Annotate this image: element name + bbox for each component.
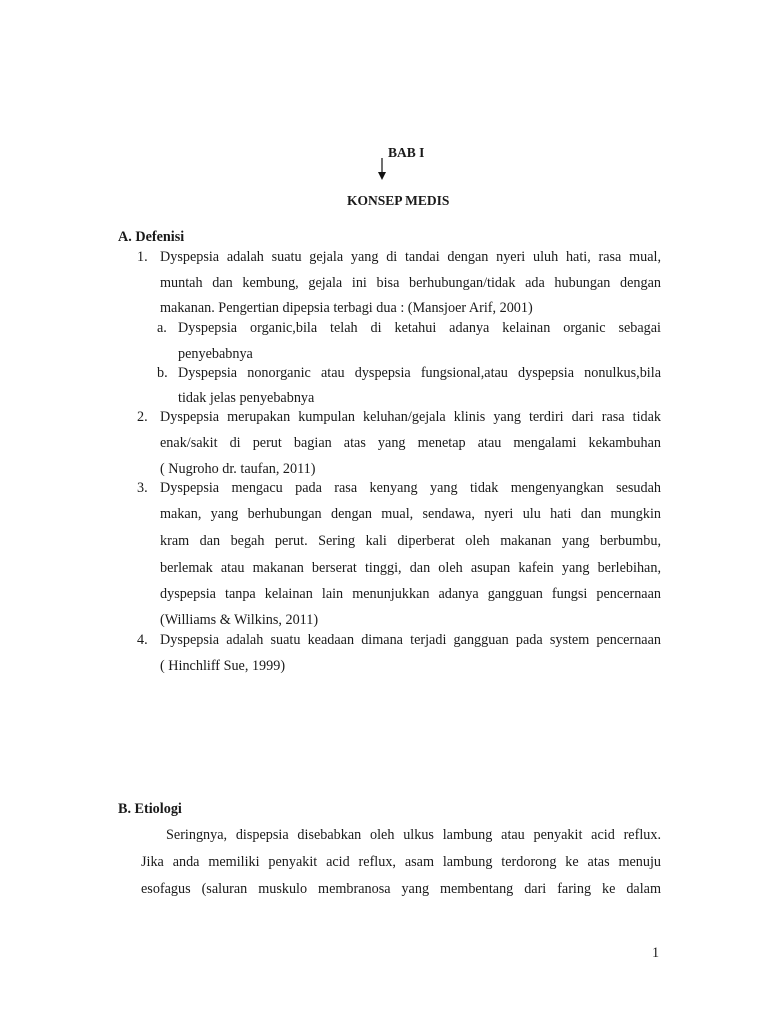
- paragraph-line: Dyspepsia adalah suatu keadaan dimana terjadi gangguan pada system pencernaan: [160, 632, 661, 648]
- paragraph-line: (Williams & Wilkins, 2011): [160, 612, 319, 628]
- list-item-number: 4.: [137, 632, 148, 648]
- list-item-number: 2.: [137, 409, 148, 425]
- paragraph-line: esofagus (saluran muskulo membranosa yang membentang dari faring ke dalam: [141, 881, 661, 897]
- paragraph-line: makanan. Pengertian dipepsia terbagi dua : (Mansjoer Arif, 2001): [160, 300, 533, 316]
- section-a-title: A. Defenisi: [118, 229, 185, 245]
- list-item-number: 3.: [137, 480, 148, 496]
- list-item-number: 1.: [137, 249, 148, 265]
- paragraph-line: ( Hinchliff Sue, 1999): [160, 658, 286, 674]
- paragraph-line: Jika anda memiliki penyakit acid reflux, asam lambung terdorong ke atas menuju: [141, 854, 661, 870]
- page-number: 1: [652, 945, 660, 961]
- paragraph-line: Dyspepsia mengacu pada rasa kenyang yang tidak mengenyangkan sesudah: [160, 480, 661, 496]
- sublist-item-letter: a.: [157, 320, 167, 336]
- paragraph-line: kram dan begah perut. Sering kali diperberat oleh makanan yang berbumbu,: [160, 533, 661, 549]
- paragraph-line: enak/sakit di perut bagian atas yang menetap atau mengalami kekambuhan: [160, 435, 661, 451]
- section-b-title: B. Etiologi: [118, 801, 182, 817]
- chapter-title: BAB I: [388, 145, 425, 160]
- paragraph-line: makan, yang berhubungan dengan mual, sendawa, nyeri ulu hati dan mungkin: [160, 506, 661, 522]
- paragraph-line: Dyspepsia organic,bila telah di ketahui adanya kelainan organic sebagai: [178, 320, 661, 336]
- paragraph-line: Dyspepsia adalah suatu gejala yang di tandai dengan nyeri uluh hati, rasa mual,: [160, 249, 661, 265]
- paragraph-line: berlemak atau makanan berserat tinggi, dan oleh asupan kafein yang berlebihan,: [160, 560, 661, 576]
- paragraph-line: penyebabnya: [178, 346, 253, 362]
- paragraph-line: Dyspepsia nonorganic atau dyspepsia fungsional,atau dyspepsia nonulkus,bila: [178, 365, 661, 381]
- paragraph-line: ( Nugroho dr. taufan, 2011): [160, 461, 316, 477]
- paragraph-line: muntah dan kembung, gejala ini bisa berhubungan/tidak ada hubungan dengan: [160, 275, 661, 291]
- paragraph-line: Seringnya, dispepsia disebabkan oleh ulkus lambung atau penyakit acid reflux.: [166, 827, 661, 843]
- paragraph-line: dyspepsia tanpa kelainan lain menunjukkan adanya gangguan fungsi pencernaan: [160, 586, 661, 602]
- paragraph-line: tidak jelas penyebabnya: [178, 390, 315, 406]
- paragraph-line: Dyspepsia merupakan kumpulan keluhan/gejala klinis yang terdiri dari rasa tidak: [160, 409, 661, 425]
- page-heading: KONSEP MEDIS: [347, 193, 450, 208]
- sublist-item-letter: b.: [157, 365, 168, 381]
- down-arrow-icon: [377, 158, 387, 180]
